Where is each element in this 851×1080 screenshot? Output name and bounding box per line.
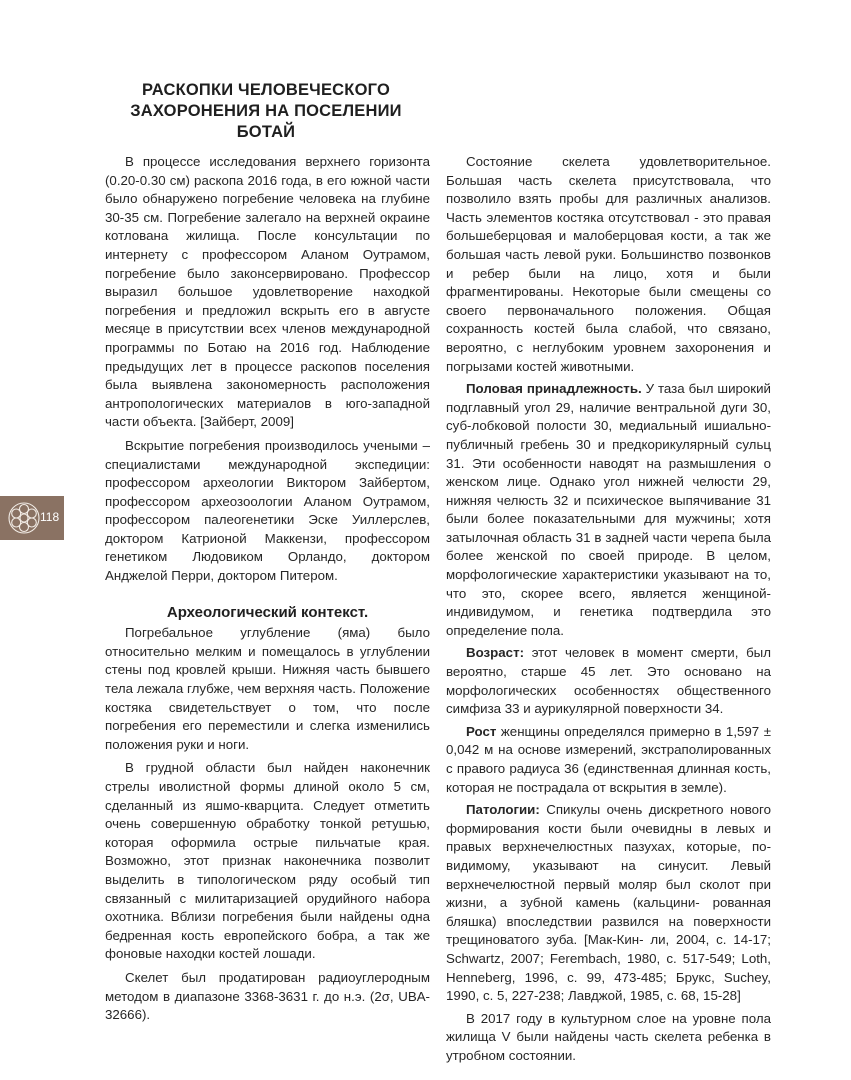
paragraph-text: Спикулы очень дискретного нового формирования кости были очевидны в левых и правых верхнечелюстных пазухах, которые, по-видимому, указывают на синусит. Левый верхнечелюстной первый моляр был сколот при жизни, а зубной камень (кальцини- рованная бляшка) впоследствии развился на поверхности трещиноватого зуба. [Мак-Кин- ли, 2004, с. 14-17; Schwartz, 2007; Ferembach, 1980, с. 517-549; Loth, Henneberg, 1996, с. 99, 473-485; Брукс, Suchey, 1990, с. 5, 227-238; Лавджой, 1985, с. 68, 15-28] [446, 802, 771, 1004]
paragraph-text: этот человек в момент смерти, был вероятно, старше 45 лет. Это основано на морфологических особенностях общественного симфиза 33 и аурикулярной поверхности 34. [446, 645, 771, 717]
article-title [108, 80, 424, 143]
inline-label: Возраст: [466, 645, 525, 661]
paragraph: В 2017 году в культурном слое на уровне пола жилища V были найдены часть скелета ребенка в утробном состоянии. [446, 1010, 771, 1063]
paragraph [446, 723, 771, 797]
paragraph [446, 644, 771, 718]
paragraph-text: У таза был широкий подглавный угол 29, наличие вентральной дуги 30, суб-лобковой полости 30, медиальный ишиально-публичный гребень 30 и предкорикулярный сульц 31. Эти особенности наводят на размышления о женском лице. Однако угол нижней челюсти 29, нижняя челюсть 32 и психическое выпячивание 31 были более показательными для мужчины; хотя затылочная область 31 в задней части черепа была более женской по своей природе. В целом, морфологические характеристики указывают на то, что это, скорее всего, является женщиной-индивидумом, и генетика подтвердила это определение пола. [446, 381, 771, 638]
inline-label: Половая принадлежность. [466, 381, 642, 397]
section-heading: Археологический контекст. [166, 603, 369, 621]
paragraph: Состояние скелета удовлетворительное. Большая часть скелета присутствовала, что позволило взять пробы для различных анализов. Часть элементов костяка отсутствовал - это правая большеберцовая и малоберцовая кости, а так же большая часть левой руки. Большинство позвонков и ребер были на лицо, хотя и были фрагментированы. Некоторые были смещены со своего первоначального положения. Общая сохранность костей была слабой, что связано, вероятно, с неглубоким уровнем захоронения и погрызами костей животными. [446, 154, 771, 374]
paragraph: Скелет был продатирован радиоуглеродным методом в диапазоне 3368-3631 г. до н.э. (2σ, UBA-32666). [105, 969, 430, 1023]
inline-label: Патологии: [466, 802, 540, 818]
inline-label: Рост [466, 723, 497, 739]
paragraph: Вскрытие погребения производилось учеными – специалистами международной экспедиции: профессором археологии Виктором Зайбертом, профессором археозоологии Аланом Оутрамом, профессором палеогенетики Эске Уиллерслев, доктором Катрионой Маккензи, профессором генетиком Людовиком Орландо, доктором Анджелой Перри, доктором Питером. [105, 437, 430, 584]
title-line-1: РАСКОПКИ ЧЕЛОВЕЧЕСКОГО [142, 81, 390, 99]
right-column [446, 153, 771, 1070]
paragraph [446, 380, 771, 640]
paragraph: Погребальное углубление (яма) было относительно мелким и помещалось в углублении стены под кровлей крыши. Нижняя часть бывшего тела лежала глубже, чем верхняя часть. Положение костяка свидетельствует о том, что после погребения его переместили и слегка изменились положения руки и ноги. [105, 625, 430, 752]
page-number-badge [0, 496, 64, 540]
title-line-2: ЗАХОРОНЕНИЯ НА ПОСЕЛЕНИИ [130, 102, 402, 120]
paragraph: В грудной области был найден наконечник стрелы иволистной формы длиной около 5 см, сделанный из яшмо-кварцита. Следует отметить очень совершенную обработку тонкой ретушью, которая оформила острые пильчатые края. Возможно, этот признак наконечника позволит выделить в типологическом ряду особый тип связанный с милитаризацией орудийного набора охотника. Вблизи погребения были найдены одна бедренная кость европейского бобра, а так же фоновые находки костей лошади. [105, 760, 430, 962]
paragraph [446, 801, 771, 1006]
paragraph-text: женщины определялся примерно в 1,597 ± 0,042 м на основе измерений, экстраполированных с правого радиуса 36 (единственная длинная кость, которая не пострадала от вскрытия в земле). [446, 723, 771, 795]
page-number: 118 [40, 510, 60, 524]
title-line-3: БОТАЙ [236, 123, 296, 141]
paragraph: В процессе исследования верхнего горизонта (0.20-0.30 см) раскопа 2016 года, в его южной части было обнаружено погребение человека на глубине 30-35 см. Погребение залегало на верхней окраине котлована жилища. После консультации по интернету с профессором Аланом Оутрамом, погребение было законсервировано. Профессор выразил большое удовлетворение находкой погребения и предложил вскрыть его в августе месяце в присутствии всех членов международной программы по Ботаю на 2016 год. Наблюдение предыдущих лет в процессе раскопов поселения была выявлена закономерность расположения антропологических материалов в юго-западной части объекта. [Зайберт, 2009] [105, 154, 430, 430]
left-column [105, 153, 430, 1030]
